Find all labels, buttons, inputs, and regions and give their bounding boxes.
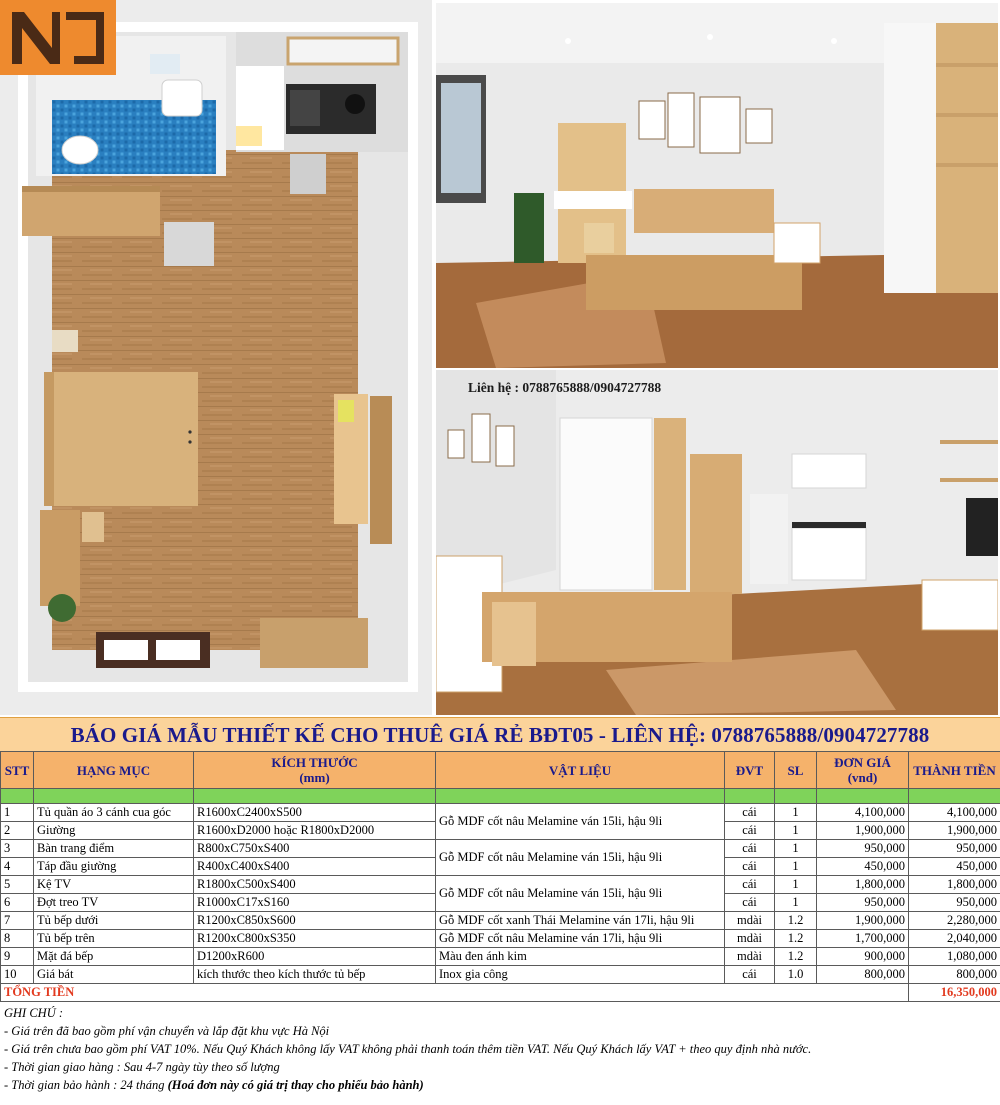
cell-stt: 1	[1, 804, 34, 822]
cell-total: 800,000	[909, 966, 1000, 984]
cell-size: D1200xR600	[194, 948, 436, 966]
cell-price: 1,700,000	[817, 930, 909, 948]
total-row	[1, 984, 1000, 1002]
note-line	[4, 1076, 996, 1094]
cell-unit: cái	[725, 876, 775, 894]
cell-qty: 1.2	[775, 930, 817, 948]
cell-material: Gỗ MDF cốt nâu Melamine ván 17li, hậu 9li	[436, 930, 725, 948]
header-price-unit: (vnd)	[847, 770, 878, 785]
cell-material: Gỗ MDF cốt xanh Thái Melamine ván 17li, hậu 9li	[436, 912, 725, 930]
cell-qty: 1	[775, 858, 817, 876]
cell-qty: 1	[775, 822, 817, 840]
cell-size: R1600xC2400xS500	[194, 804, 436, 822]
header-size	[194, 752, 436, 789]
cell-unit: cái	[725, 804, 775, 822]
cell-price: 4,100,000	[817, 804, 909, 822]
cell-total: 2,280,000	[909, 912, 1000, 930]
warranty-note: (Hoá đơn này có giá trị thay cho phiếu bảo hành)	[167, 1078, 424, 1092]
table-row	[1, 912, 1000, 930]
cell-qty: 1	[775, 876, 817, 894]
cell-qty: 1.0	[775, 966, 817, 984]
warranty-text: - Thời gian bảo hành : 24 tháng	[4, 1078, 168, 1092]
cell-item: Tủ bếp trên	[34, 930, 194, 948]
cell-item: Táp đầu giường	[34, 858, 194, 876]
cell-stt: 7	[1, 912, 34, 930]
cell-stt: 10	[1, 966, 34, 984]
cell-size: R1800xC500xS400	[194, 876, 436, 894]
cell-qty: 1	[775, 894, 817, 912]
notes-heading: GHI CHÚ :	[4, 1006, 64, 1020]
header-material: VẬT LIỆU	[436, 752, 725, 789]
table-row	[1, 804, 1000, 822]
bedroom-render-image	[436, 3, 998, 368]
cell-size: R400xC400xS400	[194, 858, 436, 876]
header-price	[817, 752, 909, 789]
quote-section	[0, 717, 1000, 1096]
cell-item: Mặt đá bếp	[34, 948, 194, 966]
cell-qty: 1.2	[775, 912, 817, 930]
cell-total: 1,900,000	[909, 822, 1000, 840]
cell-qty: 1	[775, 840, 817, 858]
cell-unit: mdài	[725, 930, 775, 948]
cell-unit: cái	[725, 840, 775, 858]
cell-unit: mdài	[725, 948, 775, 966]
cell-size: R1200xC800xS350	[194, 930, 436, 948]
cell-unit: cái	[725, 894, 775, 912]
cell-item: Tủ quần áo 3 cánh cua góc	[34, 804, 194, 822]
living-render-image	[436, 370, 998, 715]
cell-stt: 2	[1, 822, 34, 840]
note-line: - Giá trên đã bao gồm phí vận chuyển và lắp đặt khu vực Hà Nội	[4, 1024, 330, 1038]
cell-total: 1,080,000	[909, 948, 1000, 966]
cell-item: Giá bát	[34, 966, 194, 984]
cell-stt: 9	[1, 948, 34, 966]
cell-stt: 4	[1, 858, 34, 876]
cell-size: R1000xC17xS160	[194, 894, 436, 912]
cell-size: R800xC750xS400	[194, 840, 436, 858]
header-size-unit: (mm)	[299, 770, 330, 785]
contact-phone-label: Liên hệ : 0788765888/0904727788	[468, 380, 662, 395]
cell-price: 800,000	[817, 966, 909, 984]
cell-material: Màu đen ánh kim	[436, 948, 725, 966]
cell-size: R1600xD2000 hoặc R1800xD2000	[194, 822, 436, 840]
floor-plan-image	[0, 0, 432, 715]
cell-stt: 6	[1, 894, 34, 912]
table-row	[1, 930, 1000, 948]
cell-total: 450,000	[909, 858, 1000, 876]
quote-table	[0, 751, 1000, 1002]
note-line: - Thời gian giao hàng : Sau 4-7 ngày tùy theo số lượng	[4, 1060, 280, 1074]
cell-total: 950,000	[909, 894, 1000, 912]
cell-price: 450,000	[817, 858, 909, 876]
brand-logo	[0, 0, 116, 75]
cell-total: 950,000	[909, 840, 1000, 858]
cell-unit: mdài	[725, 912, 775, 930]
table-row	[1, 966, 1000, 984]
cell-price: 950,000	[817, 894, 909, 912]
cell-size: kích thước theo kích thước tủ bếp	[194, 966, 436, 984]
header-unit: ĐVT	[725, 752, 775, 789]
header-size-label: KÍCH THƯỚC	[271, 755, 358, 770]
header-price-label: ĐƠN GIÁ	[834, 755, 891, 770]
cell-item: Bàn trang điểm	[34, 840, 194, 858]
table-row	[1, 876, 1000, 894]
cell-qty: 1	[775, 804, 817, 822]
cell-unit: cái	[725, 966, 775, 984]
cell-total: 2,040,000	[909, 930, 1000, 948]
cell-price: 1,800,000	[817, 876, 909, 894]
table-row	[1, 948, 1000, 966]
cell-material: Gỗ MDF cốt nâu Melamine ván 15li, hậu 9li	[436, 840, 725, 876]
note-line: - Giá trên chưa bao gồm phí VAT 10%. Nếu Quý Khách không lấy VAT không phải thanh toán thêm tiền VAT. Nếu Quý Khách lấy VAT + theo quy định nhà nước.	[4, 1042, 812, 1056]
header-item: HẠNG MỤC	[34, 752, 194, 789]
cell-item: Kệ TV	[34, 876, 194, 894]
cell-item: Tủ bếp dưới	[34, 912, 194, 930]
cell-total: 4,100,000	[909, 804, 1000, 822]
cell-stt: 5	[1, 876, 34, 894]
cell-stt: 8	[1, 930, 34, 948]
table-header-row	[1, 752, 1000, 789]
cell-item: Đợt treo TV	[34, 894, 194, 912]
header-qty: SL	[775, 752, 817, 789]
cell-size: R1200xC850xS600	[194, 912, 436, 930]
quote-title: BÁO GIÁ MẪU THIẾT KẾ CHO THUÊ GIÁ RẺ BĐT05 - LIÊN HỆ: 0788765888/0904727788	[0, 717, 1000, 751]
cell-material: Gỗ MDF cốt nâu Melamine ván 15li, hậu 9li	[436, 804, 725, 840]
cell-qty: 1.2	[775, 948, 817, 966]
cell-stt: 3	[1, 840, 34, 858]
cell-unit: cái	[725, 858, 775, 876]
cell-total: 1,800,000	[909, 876, 1000, 894]
cell-material: Gỗ MDF cốt nâu Melamine ván 15li, hậu 9li	[436, 876, 725, 912]
table-row	[1, 840, 1000, 858]
cell-price: 900,000	[817, 948, 909, 966]
separator-row	[1, 789, 1000, 804]
header-stt: STT	[1, 752, 34, 789]
cell-price: 1,900,000	[817, 822, 909, 840]
notes-section	[0, 1002, 1000, 1096]
cell-unit: cái	[725, 822, 775, 840]
cell-price: 1,900,000	[817, 912, 909, 930]
cell-item: Giường	[34, 822, 194, 840]
total-label: TỔNG TIỀN	[1, 984, 909, 1002]
cell-price: 950,000	[817, 840, 909, 858]
cell-material: Inox gia công	[436, 966, 725, 984]
total-value: 16,350,000	[909, 984, 1000, 1002]
header-total: THÀNH TIỀN	[909, 752, 1000, 789]
